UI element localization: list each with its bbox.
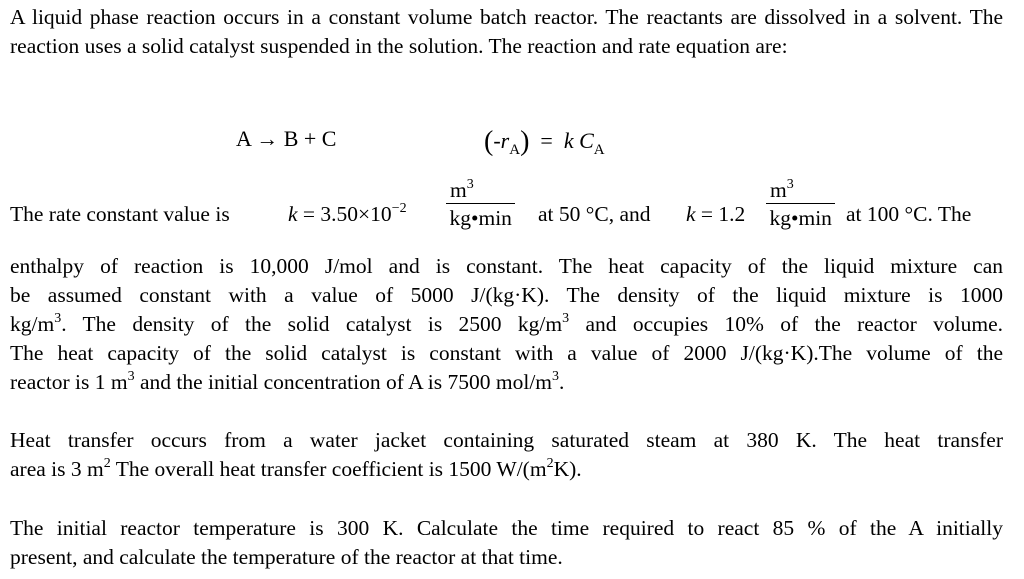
catalyst-volume-text: and occupies 10% of the reactor volume. <box>569 312 1003 336</box>
k1-value: = 3.50×10 <box>302 202 392 226</box>
rate-equation <box>484 126 605 159</box>
k2-unit-denominator: kg•min <box>769 206 832 230</box>
k2-value: = 1.2 <box>700 202 746 226</box>
period: . <box>559 370 565 394</box>
catalyst-density-text: . The density of the solid catalyst is 2500 kg/m <box>61 312 563 336</box>
rate-lead-text: The rate constant value is <box>10 202 230 226</box>
rate-variable: -r <box>493 128 510 153</box>
k1-unit-exp: 3 <box>466 177 474 192</box>
k1-expression <box>288 202 407 227</box>
heat-transfer-line-1: Heat transfer occurs from a water jacket containing saturated steam at 380 K. The heat transfer <box>10 428 1003 452</box>
rate-subscript: A <box>509 142 521 158</box>
k2-units <box>766 178 835 231</box>
concentration-subscript: A <box>593 142 605 158</box>
k1-exponent: −2 <box>391 201 407 216</box>
k1-unit-denominator: kg•min <box>449 206 512 230</box>
rate-open-paren: ( <box>484 126 494 157</box>
reactor-volume-text: reactor is 1 m <box>10 370 128 394</box>
k2-temperature: at 100 °C. The <box>846 202 972 226</box>
k2-unit-numerator <box>766 178 835 204</box>
exp-2b: 2 <box>546 456 554 471</box>
area-text: area is 3 m <box>10 457 104 481</box>
properties-line-4: The heat capacity of the solid catalyst is constant with a value of 2000 J/(kg·K).The volume of the <box>10 341 1003 365</box>
reaction-equation-line <box>10 122 1003 162</box>
properties-paragraph <box>10 252 1003 397</box>
properties-line-3 <box>10 310 1003 339</box>
k2-unit-exp: 3 <box>786 177 794 192</box>
k2-symbol: k <box>686 202 696 226</box>
intro-paragraph: A liquid phase reaction occurs in a constant volume batch reactor. The reactants are dissolved in a solvent. The reaction uses a solid catalyst suspended in the solution. The reaction and rate equation are: <box>10 5 1003 58</box>
reactant-a: A <box>236 126 251 151</box>
properties-line-1: enthalpy of reaction is 10,000 J/mol and is constant. The heat capacity of the liquid mixture can <box>10 254 1003 278</box>
rate-equals: = <box>540 128 553 153</box>
coefficient-text: The overall heat transfer coefficient is 1500 W/(m <box>110 457 547 481</box>
coefficient-unit-end: K). <box>553 457 582 481</box>
exp-2a: 2 <box>103 456 111 471</box>
exp-3a: 3 <box>54 311 62 326</box>
rate-constant-symbol: k <box>563 128 574 153</box>
k1-temperature: at 50 °C, and <box>538 202 651 226</box>
k2-expression <box>686 202 745 227</box>
concentration-symbol: C <box>579 128 594 153</box>
properties-line-2: be assumed constant with a value of 5000 J/(kg·K). The density of the liquid mixture is 1000 <box>10 283 1003 307</box>
k1-unit-m: m <box>450 178 467 202</box>
reaction-equation <box>236 126 336 152</box>
k1-symbol: k <box>288 202 298 226</box>
k2-unit-m: m <box>770 178 787 202</box>
rate-close-paren: ) <box>520 126 530 157</box>
question-line-1: The initial reactor temperature is 300 K. Calculate the time required to react 85 % of the A initially <box>10 516 1003 540</box>
properties-line-5 <box>10 368 1003 397</box>
k1-units <box>446 178 515 231</box>
exp-3b: 3 <box>562 311 570 326</box>
reaction-arrow: → <box>256 126 279 151</box>
liquid-density-unit: kg/m <box>10 312 55 336</box>
k1-unit-numerator <box>446 178 515 204</box>
heat-transfer-paragraph <box>10 426 1003 484</box>
initial-conc-text: and the initial concentration of A is 7500 mol/m <box>134 370 553 394</box>
exp-3c: 3 <box>127 369 135 384</box>
heat-transfer-line-2 <box>10 455 1003 484</box>
question-paragraph <box>10 514 1003 572</box>
exp-3d: 3 <box>552 369 560 384</box>
rate-constants-line <box>10 178 1003 250</box>
products: B + C <box>283 126 337 151</box>
question-line-2: present, and calculate the temperature of the reactor at that time. <box>10 545 563 569</box>
